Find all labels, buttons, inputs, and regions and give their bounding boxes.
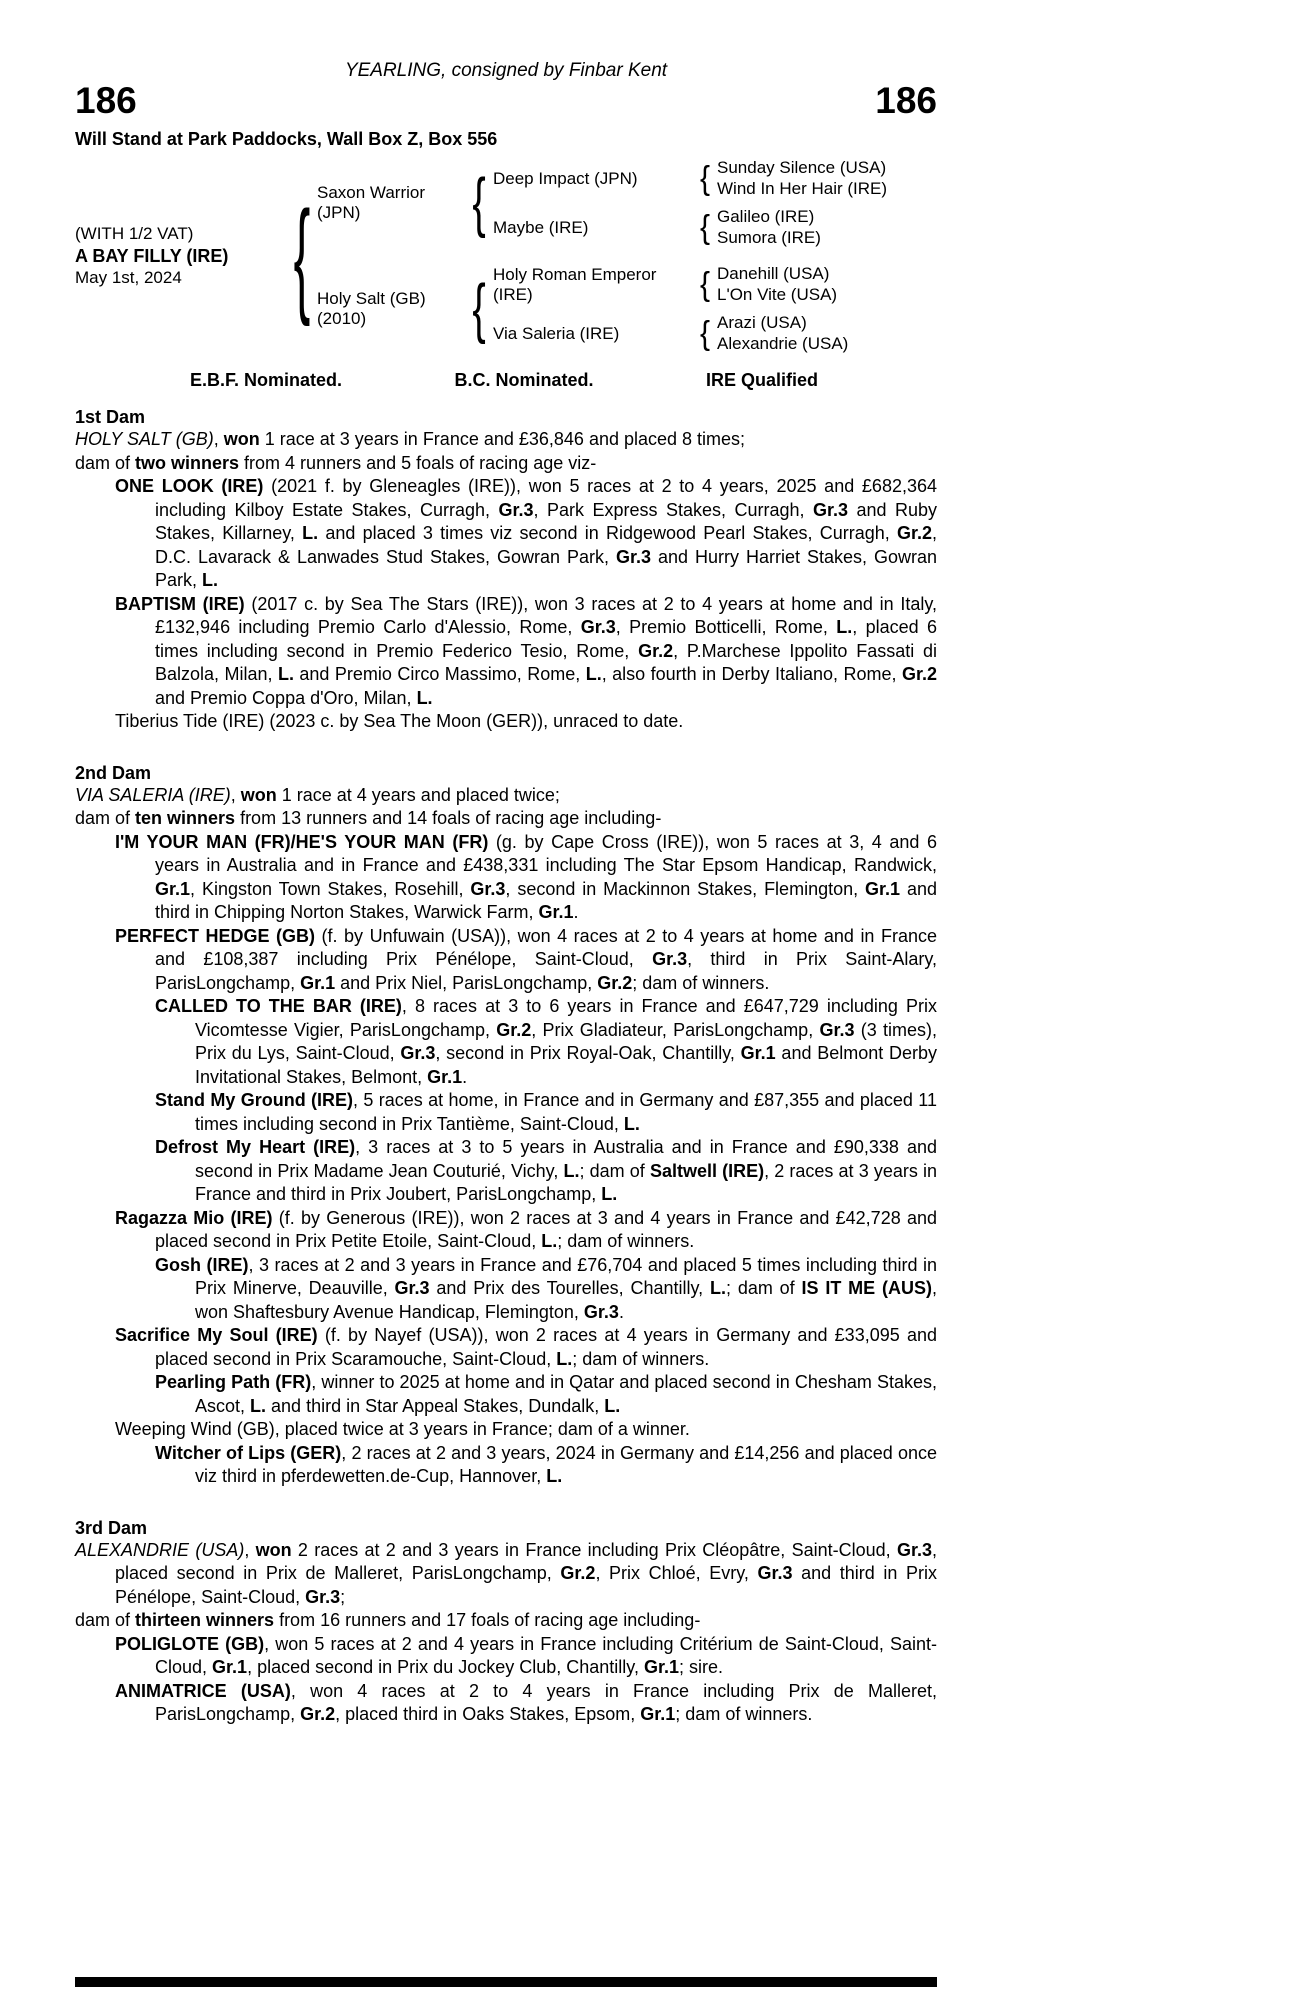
section-heading: 2nd Dam — [75, 762, 152, 783]
grandparent-row — [493, 313, 937, 354]
text-run: Gr.3 — [400, 1043, 436, 1063]
text-run: L. — [604, 1395, 621, 1416]
ire-qualified-label: IRE Qualified — [705, 370, 818, 390]
text-run: (3 times), Prix du Lys, Saint-Cloud, — [195, 1019, 937, 1063]
text-run: CALLED TO THE BAR (IRE) — [155, 996, 402, 1016]
text-run: and placed 3 times viz second in Ridgewood Pearl Stakes, Curragh, — [318, 523, 897, 543]
text-run: , placed second in Prix de Malleret, ParisLongchamp, — [115, 1539, 937, 1583]
great-grandparent-name: Danehill (USA) — [717, 264, 830, 283]
pedigree-paragraph — [75, 593, 937, 711]
text-run: Pearling Path (FR) — [155, 1372, 312, 1392]
text-run: and Prix des Tourelles, Chantilly, — [429, 1278, 710, 1298]
pedigree-paragraph — [75, 1442, 937, 1489]
text-run: , 3 races at 3 to 5 years in Australia and in France and £90,338 and second in Prix Madame Jean Couturié, Vichy, — [195, 1137, 938, 1181]
pedigree-table — [75, 158, 937, 354]
text-run: PERFECT HEDGE (GB) — [115, 925, 316, 946]
lot-number-left: 186 — [75, 80, 137, 121]
pedigree-paragraph — [75, 1207, 937, 1254]
lot-number-row — [75, 82, 937, 119]
pedigree-paragraph — [75, 710, 937, 734]
section-heading: 1st Dam — [75, 407, 146, 427]
pedigree-brace-icon: { — [293, 184, 311, 328]
text-run: Gr.1 — [643, 1657, 679, 1677]
text-run: Gr.2 — [901, 664, 937, 684]
text-run: IS IT ME (AUS) — [801, 1278, 932, 1298]
text-run: ; dam of winners. — [557, 1231, 695, 1251]
ebf-nominated-label: E.B.F. Nominated. — [190, 370, 343, 390]
section-heading: 3rd Dam — [75, 1517, 148, 1538]
text-run: , — [244, 1539, 256, 1560]
great-grandparent-name: L'On Vite (USA) — [717, 285, 838, 304]
text-run: dam of — [75, 808, 136, 828]
text-run: , third in Prix Saint-Alary, ParisLongchamp, — [155, 949, 937, 993]
consignor-line: YEARLING, consigned by Finbar Kent — [344, 60, 668, 81]
text-run: I'M YOUR MAN (FR)/HE'S YOUR MAN (FR) — [115, 831, 489, 852]
granddam-name: Maybe (IRE) — [493, 217, 589, 237]
text-run: Gr.1 — [427, 1066, 463, 1087]
text-run: L. — [563, 1160, 580, 1181]
text-run: and Premio Coppa d'Oro, Milan, — [155, 687, 417, 708]
pedigree-generations — [317, 158, 937, 354]
text-run: POLIGLOTE (GB) — [115, 1633, 265, 1654]
text-run: ; dam of — [579, 1160, 650, 1181]
text-run: from 13 runners and 14 foals of racing age including- — [235, 808, 662, 828]
pedigree-paragraph — [75, 1324, 937, 1371]
text-run: ; — [340, 1586, 346, 1607]
pedigree-paragraph — [75, 1418, 937, 1442]
grandparent-row — [493, 207, 937, 248]
text-run: Defrost My Heart (IRE) — [155, 1137, 356, 1157]
text-run: ; dam of winners. — [572, 1348, 710, 1369]
pedigree-paragraph — [75, 1539, 937, 1610]
pedigree-brace-icon: { — [699, 208, 711, 246]
page-content — [75, 0, 937, 1727]
text-run: (f. by Generous (IRE)), won 2 races at 3 and 4 years in France and £42,728 and placed second in Prix Petite Etoile, Saint-Cloud, — [155, 1207, 937, 1251]
text-run: Gr.3 — [498, 499, 534, 520]
text-run: (f. by Nayef (USA)), won 2 races at 4 years in Germany and £33,095 and placed second in Prix Scaramouche, Saint-Cloud, — [155, 1325, 937, 1369]
pedigree-paragraph — [75, 1609, 937, 1633]
text-run: L. — [546, 1466, 563, 1486]
text-run: Gr.2 — [638, 640, 674, 661]
text-run: , 2 races at 3 years in France and third in Prix Joubert, ParisLongchamp, — [195, 1160, 938, 1204]
text-run: ALEXANDRIE (USA) — [75, 1539, 245, 1560]
text-run: Gr.3 — [896, 1539, 932, 1560]
pedigree-paragraph — [75, 995, 937, 1089]
text-run: , won Shaftesbury Avenue Handicap, Flemington, — [195, 1278, 938, 1322]
text-run: , also fourth in Derby Italiano, Rome, — [601, 664, 902, 684]
text-run: , placed third in Oaks Stakes, Epsom, — [335, 1704, 641, 1724]
text-run: , 5 races at home, in France and in Germany and £87,355 and placed 11 times including second in Prix Tantième, Saint-Cloud, — [195, 1090, 937, 1134]
text-run: L. — [585, 664, 602, 684]
pedigree-paragraph — [75, 831, 937, 925]
pedigree-brace-icon: { — [699, 159, 711, 197]
text-run: Gr.1 — [740, 1043, 776, 1063]
text-run: Gr.3 — [583, 1301, 619, 1322]
nominations-row — [190, 370, 818, 391]
text-run: (2017 c. by Sea The Stars (IRE)), won 3 races at 2 to 4 years at home and in Italy, £132,946 including Premio Carlo d'Alessio, Rome, — [155, 593, 938, 637]
text-run: dam of — [75, 452, 136, 473]
text-run: Gr.2 — [496, 1019, 532, 1040]
text-run: HOLY SALT (GB) — [75, 429, 214, 449]
text-run: , P.Marchese Ippolito Fassati di Balzola, Milan, — [155, 640, 938, 684]
text-run: two winners — [135, 452, 240, 473]
pedigree-brace-icon: { — [472, 166, 486, 240]
text-run: Gr.2 — [597, 972, 633, 993]
pedigree-paragraph — [75, 428, 937, 452]
pedigree-paragraph — [75, 1254, 937, 1325]
pedigree-paragraph — [75, 784, 937, 808]
text-run: Gr.1 — [212, 1657, 248, 1677]
text-run: ten winners — [135, 808, 236, 828]
text-run: Gr.1 — [865, 878, 901, 899]
text-run: . — [618, 1301, 624, 1322]
text-run: 1 race at 4 years and placed twice; — [276, 784, 560, 805]
pedigree-brace-icon: { — [699, 265, 711, 303]
pedigree-paragraph — [75, 807, 937, 831]
text-run: and Hurry Harriet Stakes, Gowran Park, — [155, 546, 937, 590]
text-run: , — [213, 429, 224, 449]
text-run: Gr.2 — [896, 523, 932, 543]
text-run: . — [462, 1066, 468, 1087]
text-run: (f. by Unfuwain (USA)), won 4 races at 2 to 4 years at home and in France and £108,387 including Prix Pénélope, Saint-Cloud, — [155, 925, 937, 969]
text-run: L. — [302, 523, 319, 543]
text-run: L. — [623, 1113, 640, 1134]
text-run: ; dam of winners. — [675, 1704, 813, 1724]
text-run: 1 race at 3 years in France and £36,846 and placed 8 times; — [259, 429, 746, 449]
animal-description: A BAY FILLY (IRE) — [75, 246, 229, 266]
text-run: , Park Express Stakes, Curragh, — [533, 499, 813, 520]
pedigree-paragraph — [75, 1371, 937, 1418]
text-run: Gr.1 — [155, 878, 191, 899]
pedigree-paragraph — [75, 925, 937, 996]
text-run: L. — [710, 1278, 726, 1298]
granddam-name: Via Saleria (IRE) — [493, 323, 620, 343]
text-run: Stand My Ground (IRE) — [155, 1090, 354, 1110]
pedigree-brace-icon: { — [472, 272, 486, 346]
text-run: Gr.3 — [757, 1563, 793, 1583]
text-run: 2 races at 2 and 3 years in France including Prix Cléopâtre, Saint-Cloud, — [291, 1539, 897, 1560]
text-run: , second in Prix Royal-Oak, Chantilly, — [435, 1043, 741, 1063]
text-run: Weeping Wind (GB), placed twice at 3 years in France; dam of a winner. — [115, 1419, 690, 1439]
text-run: and third in Chipping Norton Stakes, Warwick Farm, — [155, 878, 937, 922]
grandsire-name: Deep Impact (JPN) — [493, 168, 638, 188]
text-run: Gr.1 — [640, 1704, 676, 1724]
text-run: from 16 runners and 17 foals of racing age including- — [274, 1610, 701, 1630]
text-run: Gr.3 — [652, 949, 688, 969]
sire-name: Saxon Warrior (JPN) — [317, 183, 426, 222]
text-run: , placed second in Prix du Jockey Club, Chantilly, — [247, 1657, 644, 1677]
stand-location-line: Will Stand at Park Paddocks, Wall Box Z, Box 556 — [75, 129, 498, 149]
bc-nominated-label: B.C. Nominated. — [454, 370, 594, 390]
text-run: ; sire. — [678, 1657, 723, 1677]
text-run: Gr.3 — [394, 1278, 430, 1298]
great-grandparent-name: Arazi (USA) — [717, 313, 807, 332]
text-run: Gr.2 — [300, 1704, 336, 1724]
text-run: , D.C. Lavarack & Lanwades Stud Stakes, Gowran Park, — [155, 523, 938, 567]
text-run: Gr.1 — [300, 972, 336, 993]
pedigree-paragraph — [75, 1633, 937, 1680]
text-run: Gr.1 — [538, 902, 574, 922]
pedigree-paragraph — [75, 1089, 937, 1136]
text-run: Gr.3 — [580, 617, 616, 637]
text-run: , 8 races at 3 to 6 years in France and £647,729 including Prix Vicomtesse Vigier, ParisLongchamp, — [195, 996, 937, 1040]
text-run: Ragazza Mio (IRE) — [115, 1207, 273, 1228]
dam-section — [75, 763, 937, 1489]
sire-branch — [317, 158, 937, 248]
text-run: VIA SALERIA (IRE) — [75, 784, 231, 805]
text-run: L. — [277, 664, 294, 684]
great-grandparent-name: Sunday Silence (USA) — [717, 158, 887, 177]
grandparent-row — [493, 264, 937, 305]
text-run: Sacrifice My Soul (IRE) — [115, 1325, 318, 1345]
pedigree-paragraph — [75, 1680, 937, 1727]
lot-number-right: 186 — [875, 80, 937, 121]
text-run: ANIMATRICE (USA) — [115, 1680, 291, 1701]
page-footer-bar — [75, 1977, 937, 1987]
text-run: won — [240, 784, 277, 805]
text-run: , Prix Gladiateur, ParisLongchamp, — [531, 1019, 820, 1040]
dam-name: Holy Salt (GB) (2010) — [317, 289, 426, 328]
text-run: and Premio Circo Massimo, Rome, — [293, 664, 586, 684]
text-run: L. — [556, 1348, 573, 1369]
text-run: BAPTISM (IRE) — [115, 593, 245, 614]
text-run: Tiberius Tide (IRE) (2023 c. by Sea The Moon (GER)), unraced to date. — [115, 711, 684, 731]
great-grandparent-name: Galileo (IRE) — [717, 207, 815, 226]
text-run: ; dam of — [726, 1278, 802, 1298]
text-run: , won 4 races at 2 to 4 years in France including Prix de Malleret, ParisLongchamp, — [155, 1680, 937, 1724]
dam-section — [75, 1518, 937, 1727]
text-run: Gr.3 — [470, 878, 506, 899]
grandsire-name: Holy Roman Emperor (IRE) — [493, 264, 657, 304]
text-run: Gr.2 — [560, 1563, 596, 1583]
text-run: , winner to 2025 at home and in Qatar and placed second in Chesham Stakes, Ascot, — [195, 1372, 937, 1416]
text-run: , 3 races at 2 and 3 years in France and £76,704 and placed 5 times including third in Prix Minerve, Deauville, — [195, 1254, 938, 1298]
vat-note: (WITH 1/2 VAT) — [75, 224, 194, 243]
text-run: Gosh (IRE) — [155, 1254, 249, 1275]
text-run: , — [230, 784, 241, 805]
text-run: L. — [250, 1395, 267, 1416]
text-run: , 2 races at 2 and 3 years, 2024 in Germany and £14,256 and placed once viz third in pferdewetten.de-Cup, Hannover, — [195, 1442, 937, 1486]
text-run: L. — [416, 687, 433, 708]
text-run: Gr.3 — [305, 1586, 341, 1607]
text-run: . — [573, 902, 579, 922]
grandparent-row — [493, 158, 937, 199]
text-run: Gr.3 — [616, 546, 652, 567]
dam-branch — [317, 264, 937, 354]
text-run: , Prix Chloé, Evry, — [595, 1563, 758, 1583]
text-run: and Belmont Derby Invitational Stakes, Belmont, — [195, 1043, 937, 1087]
text-run: from 4 runners and 5 foals of racing age viz- — [239, 452, 597, 473]
text-run: L. — [836, 617, 853, 637]
text-run: , won 5 races at 2 and 4 years in France including Critérium de Saint-Cloud, Saint-Cloud, — [155, 1633, 937, 1677]
pedigree-brace-icon: { — [699, 314, 711, 352]
text-run: L. — [202, 570, 219, 590]
pedigree-paragraph — [75, 452, 937, 476]
text-run: and Prix Niel, ParisLongchamp, — [335, 972, 598, 993]
text-run: , Premio Botticelli, Rome, — [615, 617, 837, 637]
dam-section — [75, 407, 937, 734]
text-run: (2021 f. by Gleneagles (IRE)), won 5 races at 2 to 4 years, 2025 and £682,364 including Kilboy Estate Stakes, Curragh, — [155, 476, 937, 520]
pedigree-paragraph — [75, 1136, 937, 1207]
dam-sections — [75, 407, 937, 1727]
animal-summary — [75, 224, 287, 288]
text-run: Gr.3 — [812, 499, 849, 520]
text-run: , second in Mackinnon Stakes, Flemington, — [505, 878, 866, 899]
text-run: Gr.3 — [819, 1019, 855, 1040]
text-run: and third in Prix Pénélope, Saint-Cloud, — [115, 1563, 938, 1607]
text-run: dam of — [75, 1610, 136, 1630]
text-run: and third in Star Appeal Stakes, Dundalk, — [266, 1395, 605, 1416]
text-run: Witcher of Lips (GER) — [155, 1442, 342, 1463]
text-run: and Ruby Stakes, Killarney, — [155, 499, 938, 543]
text-run: (g. by Cape Cross (IRE)), won 5 races at 3, 4 and 6 years in Australia and in France and £438,331 including The Star Epsom Handicap, Randwick, — [155, 831, 937, 875]
text-run: , placed 6 times including second in Premio Federico Tesio, Rome, — [155, 617, 938, 661]
text-run: L. — [541, 1231, 558, 1251]
pedigree-paragraph — [75, 475, 937, 593]
great-grandparent-name: Alexandrie (USA) — [717, 334, 849, 353]
text-run: Saltwell (IRE) — [649, 1160, 765, 1181]
great-grandparent-name: Wind In Her Hair (IRE) — [717, 179, 888, 198]
text-run: L. — [601, 1184, 618, 1204]
text-run: , Kingston Town Stakes, Rosehill, — [190, 878, 471, 899]
text-run: ; dam of winners. — [632, 972, 770, 993]
text-run: won — [223, 429, 260, 449]
text-run: won — [255, 1539, 292, 1560]
great-grandparent-name: Sumora (IRE) — [717, 228, 821, 247]
text-run: ONE LOOK (IRE) — [115, 476, 264, 496]
foal-date: May 1st, 2024 — [75, 268, 182, 287]
text-run: thirteen winners — [135, 1610, 275, 1630]
